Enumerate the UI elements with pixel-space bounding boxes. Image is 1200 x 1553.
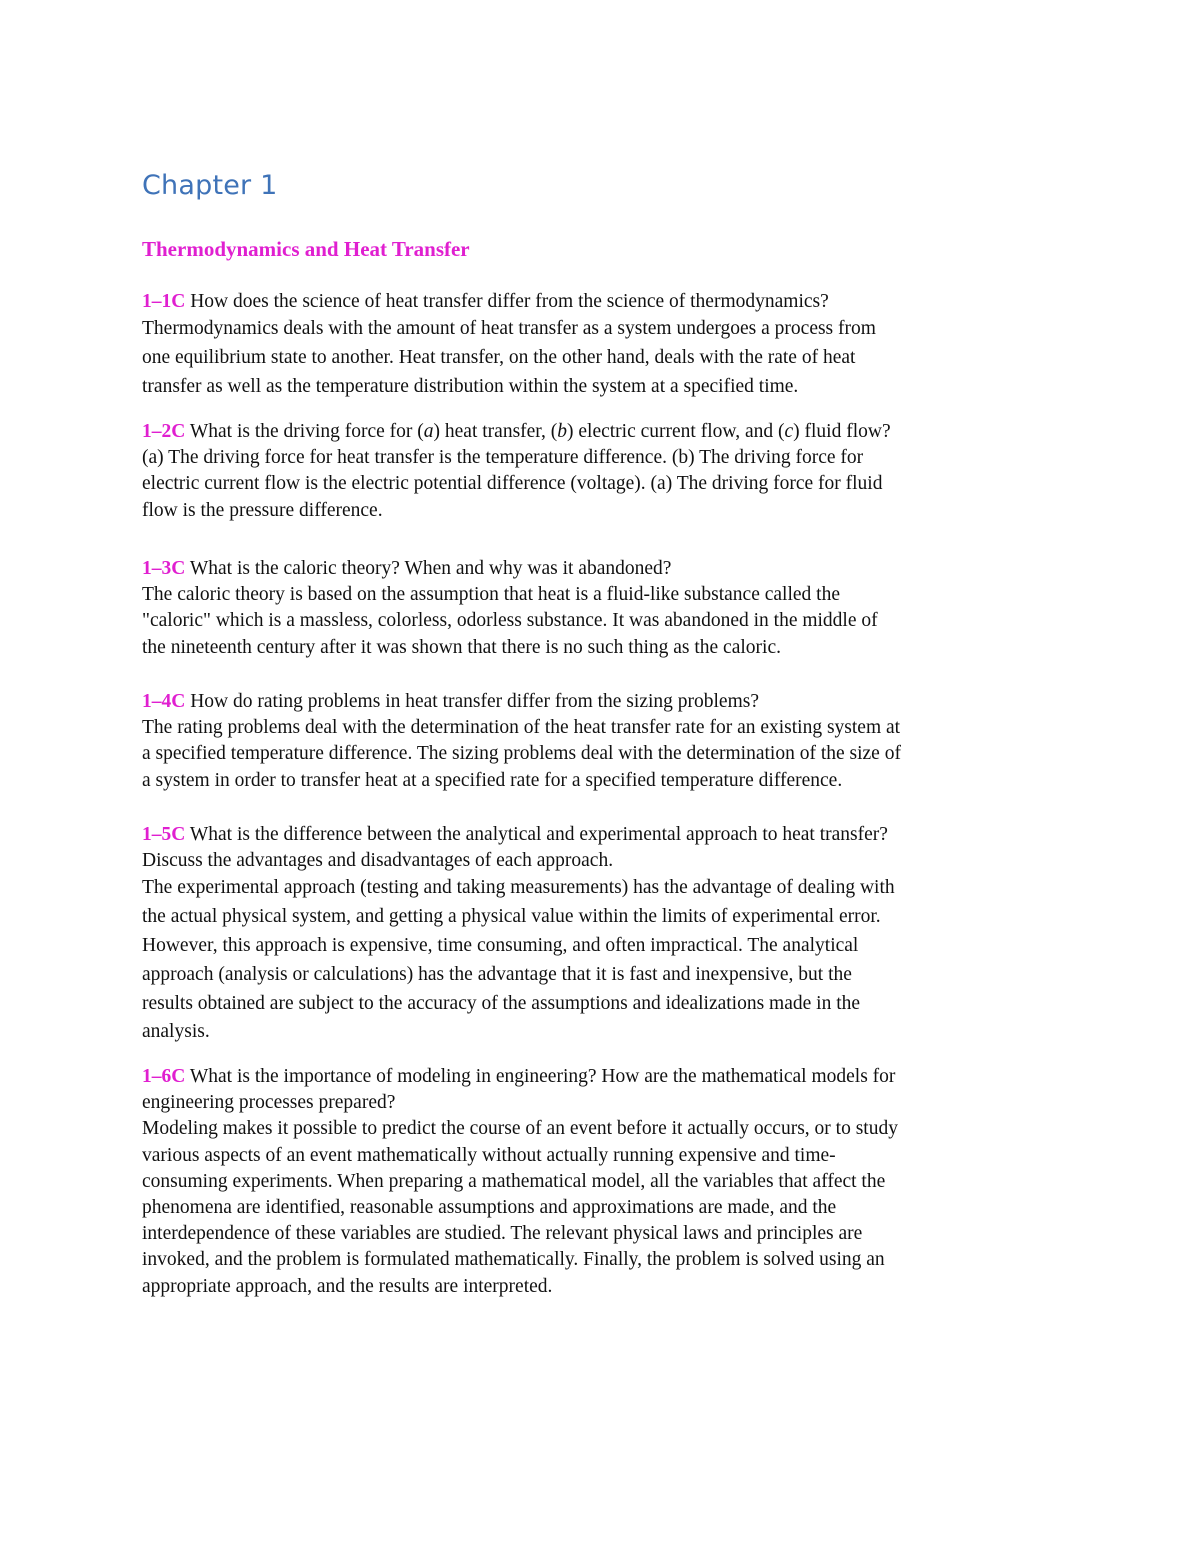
answer-line: appropriate approach, and the results are interpreted. (142, 1275, 553, 1297)
answer-line: one equilibrium state to another. Heat transfer, on the other hand, deals with the rate of heat (142, 347, 856, 368)
problem-1-5c (142, 822, 1066, 1047)
question-line (142, 1064, 1066, 1090)
answer-line: phenomena are identified, reasonable assumptions and approximations are made, and the (142, 1197, 837, 1219)
answer-line: transfer as well as the temperature distribution within the system at a specified time. (142, 375, 799, 397)
answer-line: the actual physical system, and getting a physical value within the limits of experimental error. (142, 906, 881, 928)
answer-line: The rating problems deal with the determination of the heat transfer rate for an existing system at (142, 717, 901, 739)
answer-line: interdependence of these variables are studied. The relevant physical laws and principles are (142, 1223, 863, 1245)
question-line (142, 419, 1066, 445)
problem-1-2c (142, 419, 1066, 524)
question-text: How do rating problems in heat transfer differ from the sizing problems? (185, 691, 759, 712)
section-title: Thermodynamics and Heat Transfer (142, 237, 470, 261)
answer-line: the nineteenth century after it was shown that there is no such thing as the caloric. (142, 636, 781, 658)
question-text: How does the science of heat transfer differ from the science of thermodynamics? (185, 291, 829, 312)
question-line (142, 289, 1066, 315)
question-line: Discuss the advantages and disadvantages of each approach. (142, 850, 614, 872)
question-line (142, 822, 1066, 848)
answer-line: flow is the pressure difference. (142, 499, 383, 521)
question-line (142, 556, 1066, 582)
answer-line: approach (analysis or calculations) has the advantage that it is fast and inexpensive, but the (142, 963, 852, 985)
answer-line: However, this approach is expensive, time consuming, and often impractical. The analytical (142, 935, 859, 956)
problem-id: 1–5C (142, 824, 186, 845)
answer-line: a specified temperature difference. The sizing problems deal with the determination of the size of (142, 743, 901, 765)
question-var-a: a (423, 421, 434, 442)
answer-line: The experimental approach (testing and taking measurements) has the advantage of dealing with (142, 877, 895, 899)
problem-1-4c (142, 689, 1066, 794)
problem-id: 1–3C (142, 558, 186, 579)
answer-line: Modeling makes it possible to predict the course of an event before it actually occurs, or to study (142, 1118, 898, 1140)
question-text: What is the driving force for ( (185, 421, 424, 442)
question-line: engineering processes prepared? (142, 1092, 396, 1114)
answer-line: various aspects of an event mathematically without actually running expensive and time- (142, 1144, 836, 1166)
question-var-c: c (784, 421, 794, 442)
question-var-b: b (557, 421, 568, 442)
answer-line: a system in order to transfer heat at a specified rate for a specified temperature difference. (142, 769, 843, 791)
question-line (142, 689, 1066, 715)
answer-line: results obtained are subject to the accuracy of the assumptions and idealizations made in the (142, 992, 861, 1014)
problem-1-1c (142, 289, 1066, 402)
answer-line: electric current flow is the electric potential difference (voltage). (a) The driving force for fluid (142, 473, 883, 495)
question-text: What is the importance of modeling in engineering? How are the mathematical models for (185, 1066, 896, 1087)
chapter-title: Chapter 1 (142, 170, 278, 201)
problem-1-6c (142, 1064, 1066, 1300)
problem-id: 1–1C (142, 291, 186, 312)
answer-line: consuming experiments. When preparing a mathematical model, all the variables that affect the (142, 1170, 886, 1192)
question-text: ) electric current flow, and ( (567, 421, 785, 442)
question-text: What is the caloric theory? When and why was it abandoned? (185, 558, 672, 579)
question-text: ) heat transfer, ( (433, 421, 558, 442)
problem-1-3c (142, 556, 1066, 661)
question-text: ) fluid flow? (793, 421, 891, 442)
problem-id: 1–4C (142, 691, 186, 712)
document-page (142, 0, 1066, 1553)
question-text: What is the difference between the analytical and experimental approach to heat transfer? (185, 824, 888, 845)
answer-line: Thermodynamics deals with the amount of heat transfer as a system undergoes a process from (142, 318, 876, 340)
answer-line: invoked, and the problem is formulated mathematically. Finally, the problem is solved using an (142, 1249, 885, 1271)
answer-line: "caloric" which is a massless, colorless, odorless substance. It was abandoned in the middle of (142, 610, 878, 632)
answer-line: The caloric theory is based on the assumption that heat is a fluid-like substance called the (142, 584, 840, 606)
answer-line: (a) The driving force for heat transfer is the temperature difference. (b) The driving force for (142, 447, 864, 469)
problem-id: 1–2C (142, 421, 186, 442)
problem-id: 1–6C (142, 1066, 186, 1087)
answer-line: analysis. (142, 1021, 210, 1043)
answer-block (142, 874, 1066, 1047)
